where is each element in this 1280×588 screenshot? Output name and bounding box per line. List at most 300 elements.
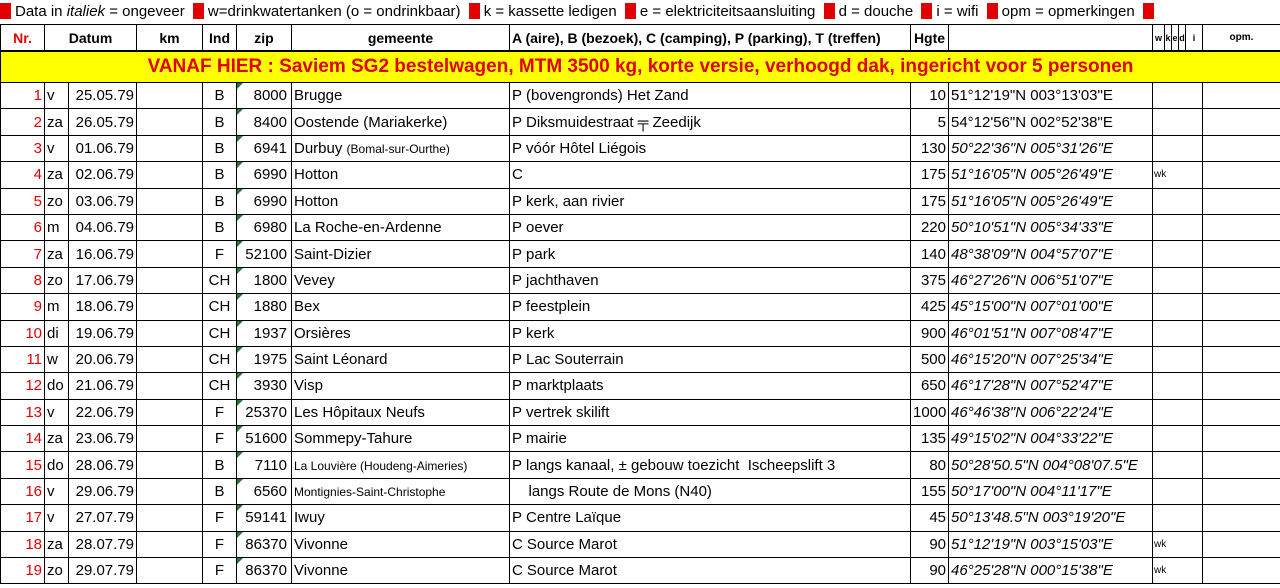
locatie-text: Lac Souterrain bbox=[526, 351, 624, 369]
gemeente-name: Saint-Dizier bbox=[294, 245, 372, 263]
cell-ind: F bbox=[203, 426, 237, 452]
cell-nr: 7 bbox=[1, 241, 45, 267]
cell-facilities bbox=[1153, 399, 1203, 425]
legend-d: d = douche bbox=[838, 3, 914, 20]
cell-facilities: wk bbox=[1153, 531, 1203, 557]
locatie-type: P bbox=[512, 139, 523, 157]
locatie-type: P bbox=[512, 192, 523, 210]
legend-italic-word: italiek bbox=[66, 3, 106, 20]
cell-ind: B bbox=[203, 135, 237, 161]
legend-marker bbox=[0, 3, 11, 19]
gemeente-name: Brugge bbox=[294, 87, 343, 105]
cell-opm bbox=[1203, 267, 1280, 293]
cell-hgte: 1000 bbox=[911, 399, 949, 425]
cell-dag: v bbox=[45, 505, 69, 531]
cell-hgte: 500 bbox=[911, 346, 949, 372]
cell-datum: 26.05.79 bbox=[69, 109, 137, 135]
cell-opm bbox=[1203, 83, 1280, 109]
cell-datum: 22.06.79 bbox=[69, 399, 137, 425]
cell-facilities bbox=[1153, 135, 1203, 161]
cell-coord: 49°15'02"N 004°33'22"E bbox=[949, 426, 1153, 452]
locatie-text: Centre Laïque bbox=[526, 509, 622, 527]
gemeente-sub: Montignies-Saint-Christophe bbox=[294, 485, 446, 500]
cell-hgte: 650 bbox=[911, 373, 949, 399]
cell-locatie bbox=[510, 109, 911, 135]
cell-zip: 7110 bbox=[237, 452, 292, 478]
cell-coord: 50°22'36"N 005°31'26"E bbox=[949, 135, 1153, 161]
gemeente-sub: (Bomal-sur-Ourthe) bbox=[346, 141, 450, 156]
cell-ind: CH bbox=[203, 346, 237, 372]
cell-dag: za bbox=[45, 109, 69, 135]
table-row bbox=[1, 478, 1280, 504]
gemeente-name: Saint Léonard bbox=[294, 351, 388, 369]
cell-dag: zo bbox=[45, 558, 69, 584]
cell-hgte: 5 bbox=[911, 109, 949, 135]
table-row bbox=[1, 294, 1280, 320]
cell-gemeente bbox=[292, 426, 510, 452]
locatie-text: langs kanaal, ± gebouw toezicht Ischeepslift 3 bbox=[526, 456, 836, 474]
cell-coord: 46°25'28"N 000°15'38"E bbox=[949, 558, 1153, 584]
locatie-type: P bbox=[512, 298, 523, 316]
cell-gemeente bbox=[292, 162, 510, 188]
cell-opm bbox=[1203, 399, 1280, 425]
cell-opm bbox=[1203, 478, 1280, 504]
cell-nr: 10 bbox=[1, 320, 45, 346]
cell-datum: 29.07.79 bbox=[69, 558, 137, 584]
locatie-type: P bbox=[512, 113, 523, 131]
cell-facilities bbox=[1153, 109, 1203, 135]
table-row bbox=[1, 531, 1280, 557]
cell-dag: za bbox=[45, 426, 69, 452]
cell-facilities bbox=[1153, 214, 1203, 240]
cell-nr: 13 bbox=[1, 399, 45, 425]
cell-datum: 19.06.79 bbox=[69, 320, 137, 346]
cell-facilities bbox=[1153, 373, 1203, 399]
cell-locatie bbox=[510, 505, 911, 531]
legend-k: k = kassette ledigen bbox=[483, 3, 617, 20]
cell-hgte: 135 bbox=[911, 426, 949, 452]
legend-marker bbox=[987, 3, 998, 19]
cell-hgte: 425 bbox=[911, 294, 949, 320]
cell-datum: 23.06.79 bbox=[69, 426, 137, 452]
cell-km bbox=[137, 188, 203, 214]
table-row bbox=[1, 373, 1280, 399]
header-w: w bbox=[1153, 25, 1165, 52]
cell-gemeente bbox=[292, 531, 510, 557]
locatie-text: kerk, aan rivier bbox=[526, 192, 625, 210]
cell-zip: 86370 bbox=[237, 531, 292, 557]
cell-dag: zo bbox=[45, 188, 69, 214]
cell-hgte: 130 bbox=[911, 135, 949, 161]
table-row bbox=[1, 241, 1280, 267]
locatie-type: P bbox=[512, 219, 523, 237]
gemeente-name: Oostende (Mariakerke) bbox=[294, 113, 448, 131]
cell-zip: 6941 bbox=[237, 135, 292, 161]
cell-gemeente bbox=[292, 320, 510, 346]
table-row bbox=[1, 162, 1280, 188]
locatie-type: C bbox=[512, 562, 523, 580]
gemeente-name: Les Hôpitaux Neufs bbox=[294, 403, 425, 421]
cell-nr: 11 bbox=[1, 346, 45, 372]
cell-opm bbox=[1203, 241, 1280, 267]
cell-opm bbox=[1203, 505, 1280, 531]
cell-coord: 45°15'00"N 007°01'00"E bbox=[949, 294, 1153, 320]
cell-km bbox=[137, 109, 203, 135]
legend-e: e = elektriciteitsaansluiting bbox=[639, 3, 816, 20]
cell-ind: B bbox=[203, 188, 237, 214]
header-ind: Ind bbox=[203, 25, 237, 52]
cell-datum: 25.05.79 bbox=[69, 83, 137, 109]
locatie-type: P bbox=[512, 87, 523, 105]
table-row bbox=[1, 320, 1280, 346]
gemeente-name: Bex bbox=[294, 298, 320, 316]
cell-facilities bbox=[1153, 478, 1203, 504]
cell-coord: 48°38'09"N 004°57'07"E bbox=[949, 241, 1153, 267]
cell-zip: 52100 bbox=[237, 241, 292, 267]
legend-marker bbox=[469, 3, 480, 19]
cell-dag: za bbox=[45, 531, 69, 557]
cell-zip: 1937 bbox=[237, 320, 292, 346]
cell-locatie bbox=[510, 399, 911, 425]
cell-hgte: 900 bbox=[911, 320, 949, 346]
cell-km bbox=[137, 320, 203, 346]
cell-gemeente bbox=[292, 188, 510, 214]
cell-dag: za bbox=[45, 241, 69, 267]
gemeente-name: Visp bbox=[294, 377, 323, 395]
cell-coord: 50°10'51"N 005°34'33"E bbox=[949, 214, 1153, 240]
cell-hgte: 140 bbox=[911, 241, 949, 267]
cell-locatie bbox=[510, 294, 911, 320]
cell-datum: 28.06.79 bbox=[69, 452, 137, 478]
cell-locatie bbox=[510, 135, 911, 161]
cell-nr: 1 bbox=[1, 83, 45, 109]
cell-locatie bbox=[510, 531, 911, 557]
cell-km bbox=[137, 294, 203, 320]
cell-coord: 51°16'05"N 005°26'49"E bbox=[949, 188, 1153, 214]
cell-ind: CH bbox=[203, 267, 237, 293]
cell-km bbox=[137, 558, 203, 584]
cell-gemeente bbox=[292, 478, 510, 504]
cell-gemeente bbox=[292, 399, 510, 425]
cell-dag: m bbox=[45, 214, 69, 240]
cell-datum: 17.06.79 bbox=[69, 267, 137, 293]
gemeente-name: Sommepy-Tahure bbox=[294, 430, 413, 448]
cell-km bbox=[137, 346, 203, 372]
cell-datum: 16.06.79 bbox=[69, 241, 137, 267]
trip-table bbox=[0, 24, 1280, 584]
header-hgte: Hgte bbox=[911, 25, 949, 52]
table-row bbox=[1, 505, 1280, 531]
cell-datum: 20.06.79 bbox=[69, 346, 137, 372]
gemeente-name: Vivonne bbox=[294, 535, 348, 553]
cell-ind: CH bbox=[203, 320, 237, 346]
locatie-text: marktplaats bbox=[526, 377, 604, 395]
cell-opm bbox=[1203, 109, 1280, 135]
cell-zip: 8400 bbox=[237, 109, 292, 135]
gemeente-name: Hotton bbox=[294, 192, 339, 210]
cell-datum: 01.06.79 bbox=[69, 135, 137, 161]
locatie-text: park bbox=[526, 245, 556, 263]
cell-coord: 50°13'48.5"N 003°19'20"E bbox=[949, 505, 1153, 531]
cell-hgte: 90 bbox=[911, 558, 949, 584]
locatie-text: Source Marot bbox=[526, 535, 617, 553]
cell-hgte: 175 bbox=[911, 162, 949, 188]
cell-hgte: 80 bbox=[911, 452, 949, 478]
cell-opm bbox=[1203, 188, 1280, 214]
gemeente-name: Orsières bbox=[294, 324, 351, 342]
cell-facilities bbox=[1153, 452, 1203, 478]
cell-ind: B bbox=[203, 83, 237, 109]
locatie-text: Diksmuidestraat ╤ Zeedijk bbox=[526, 113, 701, 131]
cell-opm bbox=[1203, 162, 1280, 188]
cell-dag: do bbox=[45, 373, 69, 399]
locatie-text: (bovengronds) Het Zand bbox=[526, 87, 689, 105]
cell-facilities bbox=[1153, 267, 1203, 293]
header-i: i bbox=[1186, 25, 1203, 52]
cell-km bbox=[137, 162, 203, 188]
header-coord bbox=[949, 25, 1153, 52]
cell-zip: 6990 bbox=[237, 162, 292, 188]
cell-hgte: 220 bbox=[911, 214, 949, 240]
locatie-text: oever bbox=[526, 219, 564, 237]
cell-coord: 51°16'05"N 005°26'49"E bbox=[949, 162, 1153, 188]
header-type: A (aire), B (bezoek), C (camping), P (parking), T (treffen) bbox=[510, 25, 911, 52]
legend-marker bbox=[1143, 3, 1154, 19]
cell-gemeente bbox=[292, 452, 510, 478]
legend-marker bbox=[921, 3, 932, 19]
cell-nr: 8 bbox=[1, 267, 45, 293]
cell-locatie bbox=[510, 83, 911, 109]
cell-hgte: 10 bbox=[911, 83, 949, 109]
cell-dag: w bbox=[45, 346, 69, 372]
cell-gemeente bbox=[292, 241, 510, 267]
legend-marker bbox=[193, 3, 204, 19]
table-row bbox=[1, 109, 1280, 135]
cell-coord: 46°46'38"N 006°22'24"E bbox=[949, 399, 1153, 425]
cell-hgte: 175 bbox=[911, 188, 949, 214]
cell-opm bbox=[1203, 320, 1280, 346]
cell-nr: 17 bbox=[1, 505, 45, 531]
locatie-text: feestplein bbox=[526, 298, 591, 316]
cell-hgte: 155 bbox=[911, 478, 949, 504]
header-zip: zip bbox=[237, 25, 292, 52]
cell-datum: 04.06.79 bbox=[69, 214, 137, 240]
cell-locatie bbox=[510, 188, 911, 214]
cell-datum: 29.06.79 bbox=[69, 478, 137, 504]
gemeente-name: Iwuy bbox=[294, 509, 325, 527]
gemeente-name: Durbuy bbox=[294, 139, 347, 157]
gemeente-sub: La Louvière (Houdeng-Aimeries) bbox=[294, 458, 468, 473]
table-row bbox=[1, 452, 1280, 478]
cell-dag: v bbox=[45, 83, 69, 109]
locatie-type: P bbox=[512, 456, 523, 474]
locatie-type: C bbox=[512, 535, 523, 553]
cell-gemeente bbox=[292, 214, 510, 240]
cell-zip: 1880 bbox=[237, 294, 292, 320]
cell-hgte: 375 bbox=[911, 267, 949, 293]
cell-ind: B bbox=[203, 109, 237, 135]
cell-locatie bbox=[510, 346, 911, 372]
cell-locatie bbox=[510, 214, 911, 240]
cell-dag: za bbox=[45, 162, 69, 188]
gemeente-name: Hotton bbox=[294, 166, 339, 184]
gemeente-name: Vevey bbox=[294, 271, 335, 289]
cell-nr: 12 bbox=[1, 373, 45, 399]
cell-nr: 14 bbox=[1, 426, 45, 452]
cell-gemeente bbox=[292, 346, 510, 372]
cell-zip: 25370 bbox=[237, 399, 292, 425]
header-opm: opm. bbox=[1203, 25, 1280, 52]
table-row bbox=[1, 83, 1280, 109]
cell-ind: B bbox=[203, 478, 237, 504]
cell-gemeente bbox=[292, 109, 510, 135]
cell-nr: 9 bbox=[1, 294, 45, 320]
legend-bar bbox=[0, 0, 1280, 24]
cell-locatie bbox=[510, 162, 911, 188]
locatie-text: mairie bbox=[526, 430, 567, 448]
cell-gemeente bbox=[292, 135, 510, 161]
header-row bbox=[1, 25, 1280, 52]
table-row bbox=[1, 558, 1280, 584]
cell-km bbox=[137, 267, 203, 293]
legend-italic-pre: Data in bbox=[15, 3, 67, 20]
cell-coord: 50°17'00"N 004°11'17"E bbox=[949, 478, 1153, 504]
cell-dag: zo bbox=[45, 267, 69, 293]
cell-facilities bbox=[1153, 426, 1203, 452]
table-row bbox=[1, 188, 1280, 214]
cell-zip: 1800 bbox=[237, 267, 292, 293]
cell-opm bbox=[1203, 214, 1280, 240]
cell-km bbox=[137, 214, 203, 240]
cell-facilities bbox=[1153, 320, 1203, 346]
cell-locatie bbox=[510, 426, 911, 452]
cell-opm bbox=[1203, 294, 1280, 320]
cell-ind: F bbox=[203, 505, 237, 531]
header-km: km bbox=[137, 25, 203, 52]
cell-km bbox=[137, 505, 203, 531]
header-k: k bbox=[1165, 25, 1172, 52]
cell-ind: B bbox=[203, 162, 237, 188]
banner-row bbox=[1, 51, 1280, 83]
cell-datum: 18.06.79 bbox=[69, 294, 137, 320]
cell-km bbox=[137, 83, 203, 109]
cell-coord: 51°12'19"N 003°15'03"E bbox=[949, 531, 1153, 557]
cell-datum: 02.06.79 bbox=[69, 162, 137, 188]
cell-opm bbox=[1203, 373, 1280, 399]
cell-gemeente bbox=[292, 558, 510, 584]
cell-ind: F bbox=[203, 399, 237, 425]
cell-nr: 2 bbox=[1, 109, 45, 135]
cell-locatie bbox=[510, 373, 911, 399]
table-row bbox=[1, 135, 1280, 161]
cell-zip: 6560 bbox=[237, 478, 292, 504]
header-gemeente: gemeente bbox=[292, 25, 510, 52]
cell-ind: F bbox=[203, 558, 237, 584]
cell-gemeente bbox=[292, 294, 510, 320]
cell-coord: 54°12'56"N 002°52'38"E bbox=[949, 109, 1153, 135]
legend-marker bbox=[625, 3, 636, 19]
locatie-text: vóór Hôtel Liégois bbox=[526, 139, 647, 157]
legend-i: i = wifi bbox=[936, 3, 979, 20]
locatie-text: Source Marot bbox=[526, 562, 617, 580]
locatie-text: vertrek skilift bbox=[526, 403, 610, 421]
header-nr: Nr. bbox=[1, 25, 45, 52]
cell-facilities bbox=[1153, 188, 1203, 214]
cell-km bbox=[137, 241, 203, 267]
cell-nr: 19 bbox=[1, 558, 45, 584]
cell-km bbox=[137, 426, 203, 452]
locatie-type: P bbox=[512, 509, 523, 527]
locatie-type: C bbox=[512, 166, 523, 184]
cell-km bbox=[137, 452, 203, 478]
table-row bbox=[1, 399, 1280, 425]
cell-opm bbox=[1203, 531, 1280, 557]
cell-km bbox=[137, 135, 203, 161]
cell-opm bbox=[1203, 346, 1280, 372]
table-row bbox=[1, 346, 1280, 372]
cell-locatie bbox=[510, 320, 911, 346]
cell-facilities bbox=[1153, 241, 1203, 267]
header-datum: Datum bbox=[45, 25, 137, 52]
cell-coord: 46°27'26"N 006°51'07"E bbox=[949, 267, 1153, 293]
cell-nr: 16 bbox=[1, 478, 45, 504]
legend-marker bbox=[824, 3, 835, 19]
locatie-type: P bbox=[512, 245, 523, 263]
legend-italic-post: = ongeveer bbox=[105, 3, 185, 20]
cell-dag: v bbox=[45, 135, 69, 161]
header-d: d bbox=[1179, 25, 1186, 52]
cell-coord: 46°01'51"N 007°08'47"E bbox=[949, 320, 1153, 346]
cell-ind: B bbox=[203, 214, 237, 240]
cell-ind: F bbox=[203, 241, 237, 267]
cell-gemeente bbox=[292, 83, 510, 109]
cell-hgte: 45 bbox=[911, 505, 949, 531]
cell-locatie bbox=[510, 452, 911, 478]
cell-zip: 86370 bbox=[237, 558, 292, 584]
cell-opm bbox=[1203, 558, 1280, 584]
cell-opm bbox=[1203, 135, 1280, 161]
cell-ind: F bbox=[203, 531, 237, 557]
cell-nr: 5 bbox=[1, 188, 45, 214]
cell-facilities bbox=[1153, 346, 1203, 372]
locatie-type: P bbox=[512, 430, 523, 448]
cell-km bbox=[137, 478, 203, 504]
locatie-text: langs Route de Mons (N40) bbox=[516, 483, 712, 501]
cell-datum: 03.06.79 bbox=[69, 188, 137, 214]
cell-zip: 6980 bbox=[237, 214, 292, 240]
cell-nr: 15 bbox=[1, 452, 45, 478]
cell-nr: 6 bbox=[1, 214, 45, 240]
locatie-type: P bbox=[512, 403, 523, 421]
cell-datum: 27.07.79 bbox=[69, 505, 137, 531]
banner-text: VANAF HIER : Saviem SG2 bestelwagen, MTM 3500 kg, korte versie, verhoogd dak, ingericht voor 5 personen bbox=[1, 51, 1280, 83]
cell-zip: 3930 bbox=[237, 373, 292, 399]
cell-zip: 1975 bbox=[237, 346, 292, 372]
gemeente-name: Vivonne bbox=[294, 562, 348, 580]
cell-opm bbox=[1203, 452, 1280, 478]
cell-zip: 8000 bbox=[237, 83, 292, 109]
cell-locatie bbox=[510, 558, 911, 584]
cell-opm bbox=[1203, 426, 1280, 452]
cell-nr: 3 bbox=[1, 135, 45, 161]
legend-opm: opm = opmerkingen bbox=[1001, 3, 1135, 20]
cell-datum: 28.07.79 bbox=[69, 531, 137, 557]
cell-km bbox=[137, 373, 203, 399]
cell-gemeente bbox=[292, 373, 510, 399]
locatie-type: P bbox=[512, 351, 523, 369]
cell-facilities bbox=[1153, 294, 1203, 320]
cell-zip: 51600 bbox=[237, 426, 292, 452]
